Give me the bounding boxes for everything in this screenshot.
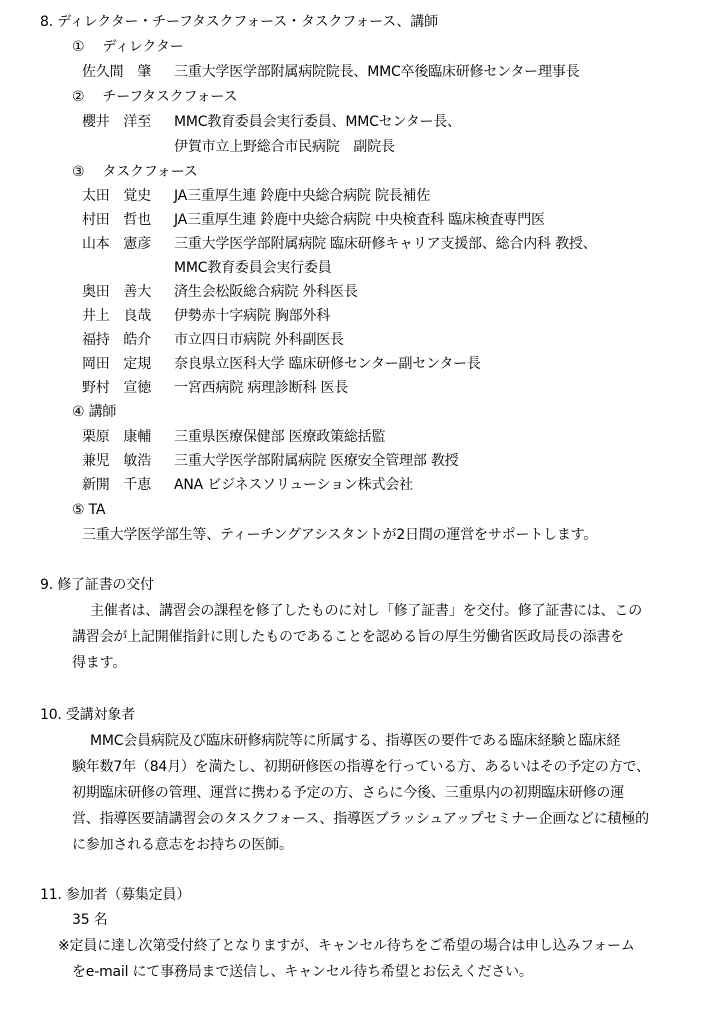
lecturer-name: 新開 千恵 — [82, 477, 151, 493]
taskforce-name: 野村 宣徳 — [82, 380, 151, 396]
lecturer-name: 兼児 敏浩 — [82, 453, 151, 469]
subheading-taskforce: ③ タスクフォース — [72, 164, 198, 180]
taskforce-name: 村田 哲也 — [82, 212, 151, 228]
chief-name: 櫻井 洋至 — [82, 114, 151, 130]
taskforce-affiliation: 一宮西病院 病理診断科 医長 — [174, 380, 349, 396]
taskforce-name: 奥田 善大 — [82, 284, 151, 300]
ta-description: 三重大学医学部生等、ティーチングアシスタントが2日間の運営をサポートします。 — [82, 527, 598, 543]
lecturer-name: 栗原 康輔 — [82, 429, 151, 445]
taskforce-name: 福持 皓介 — [82, 332, 151, 348]
chief-affiliation-1: MMC教育委員会実行委員、MMCセンター長、 — [174, 114, 461, 130]
lecturer-affiliation: ANA ビジネスソリューション株式会社 — [174, 477, 413, 493]
taskforce-affiliation: 市立四日市病院 外科副医長 — [174, 332, 344, 348]
taskforce-affiliation: MMC教育委員会実行委員 — [174, 260, 332, 276]
paragraph-line: 験年数7年（84月）を満たし、初期研修医の指導を行っている方、あるいはその予定の方で、 — [72, 759, 650, 775]
director-name: 佐久間 肇 — [82, 64, 151, 80]
capacity-value: 35 名 — [72, 912, 108, 928]
paragraph-line: に参加される意志をお持ちの医師。 — [72, 837, 293, 853]
paragraph-line: MMC会員病院及び臨床研修病院等に所属する、指導医の要件である臨床経験と臨床経 — [90, 733, 621, 749]
subheading-chief-taskforce: ② チーフタスクフォース — [72, 89, 238, 105]
chief-affiliation-2: 伊賀市立上野総合市民病院 副院長 — [174, 139, 395, 155]
paragraph-line: 得ます。 — [72, 655, 127, 671]
subheading-lecturers: ④ 講師 — [72, 404, 117, 420]
taskforce-affiliation: JA三重厚生連 鈴鹿中央総合病院 院長補佐 — [174, 188, 431, 204]
taskforce-affiliation: 伊勢赤十字病院 胸部外科 — [174, 308, 331, 324]
taskforce-name: 岡田 定規 — [82, 356, 151, 372]
taskforce-name: 太田 覚史 — [82, 188, 151, 204]
taskforce-affiliation: 奈良県立医科大学 臨床研修センター副センター長 — [174, 356, 481, 372]
director-affiliation: 三重大学医学部附属病院院長、MMC卒後臨床研修センター理事長 — [174, 64, 580, 80]
note-line: をe-mail にて事務局まで送信し、キャンセル待ち希望とお伝えください。 — [72, 964, 533, 980]
taskforce-affiliation: JA三重厚生連 鈴鹿中央総合病院 中央検査科 臨床検査専門医 — [174, 212, 545, 228]
paragraph-line: 営、指導医要請講習会のタスクフォース、指導医ブラッシュアップセミナー企画などに積極的 — [72, 811, 649, 827]
paragraph-line: 主催者は、講習会の課程を修了したものに対し「修了証書」を交付。修了証書には、この — [90, 603, 642, 619]
paragraph-line: 初期臨床研修の管理、運営に携わる予定の方、さらに今後、三重県内の初期臨床研修の運 — [72, 785, 624, 801]
section-10-heading: 10. 受講対象者 — [40, 707, 135, 723]
taskforce-name: 山本 憲彦 — [82, 236, 151, 252]
lecturer-affiliation: 三重大学医学部附属病院 医療安全管理部 教授 — [174, 453, 459, 469]
taskforce-affiliation: 済生会松阪総合病院 外科医長 — [174, 284, 358, 300]
section-8-heading: 8. ディレクター・チーフタスクフォース・タスクフォース、講師 — [40, 14, 438, 30]
taskforce-affiliation: 三重大学医学部附属病院 臨床研修キャリア支援部、総合内科 教授、 — [174, 236, 597, 252]
section-11-heading: 11. 参加者（募集定員） — [40, 887, 191, 903]
subheading-director: ① ディレクター — [72, 39, 184, 55]
note-line: ※定員に達し次第受付終了となりますが、キャンセル待ちをご希望の場合は申し込みフォーム — [58, 938, 635, 954]
lecturer-affiliation: 三重県医療保健部 医療政策総括監 — [174, 429, 386, 445]
subheading-ta: ⑤ TA — [72, 502, 106, 518]
taskforce-name: 井上 良哉 — [82, 308, 151, 324]
paragraph-line: 講習会が上記開催指針に則したものであることを認める旨の厚生労働省医政局長の添書を — [72, 629, 624, 645]
section-9-heading: 9. 修了証書の交付 — [40, 577, 154, 593]
